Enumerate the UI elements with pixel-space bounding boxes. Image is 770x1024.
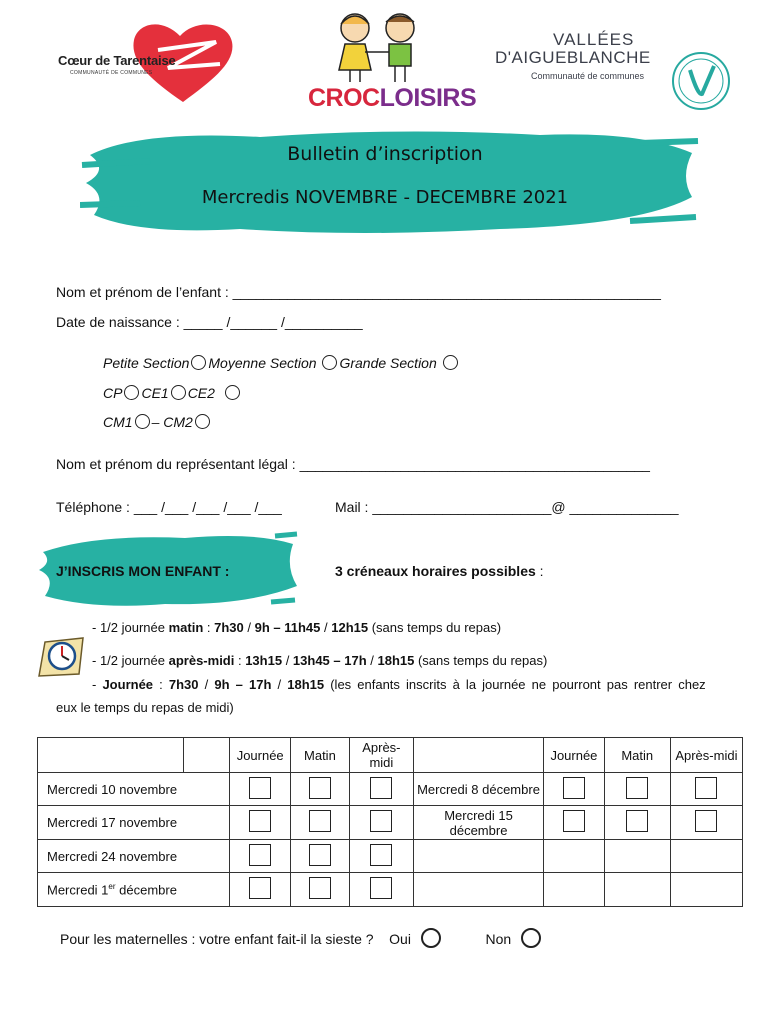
clock-icon <box>35 632 87 680</box>
header-apres-midi-left: Après-midi <box>349 738 413 773</box>
checkbox-24nov-matin[interactable] <box>309 844 331 866</box>
checkbox-15dec-journee[interactable] <box>563 810 585 832</box>
slot-text: : <box>153 677 169 692</box>
level-label: Grande Section <box>339 355 437 371</box>
row-label: Mercredi 24 novembre <box>38 840 230 873</box>
child-name-field[interactable]: Nom et prénom de l’enfant : _______________________________________________________ <box>56 284 661 300</box>
row-label: Mercredi 15 décembre <box>413 806 543 840</box>
table-cell <box>183 738 230 773</box>
oui-label: Oui <box>389 931 411 947</box>
level-label: Petite Section <box>103 355 190 371</box>
level-label: CP <box>103 385 123 401</box>
row-label: Mercredi 10 novembre <box>38 773 230 806</box>
slot-journee <box>92 677 706 692</box>
mail-field[interactable]: Mail : _______________________@ ______________ <box>335 499 679 515</box>
page-title: Bulletin d’inscription <box>287 143 483 165</box>
radio-sieste-oui[interactable] <box>421 928 441 948</box>
level-label: Moyenne Section <box>208 355 317 371</box>
table-cell <box>670 806 742 840</box>
kids-illustration-icon <box>305 8 450 86</box>
guardian-name-field[interactable]: Nom et prénom du représentant légal : _____________________________________________ <box>56 456 650 472</box>
table-cell <box>349 840 413 873</box>
checkbox-8dec-matin[interactable] <box>626 777 648 799</box>
table-cell <box>290 773 349 806</box>
row-label-part: décembre <box>115 882 177 898</box>
table-cell <box>544 840 605 873</box>
slot-text: Journée <box>102 677 154 692</box>
slot-text: 13h45 – 17h <box>292 653 367 668</box>
header-journee-left: Journée <box>230 738 291 773</box>
table-cell <box>413 873 543 907</box>
table-cell <box>544 806 605 840</box>
table-cell <box>544 873 605 907</box>
table-row <box>38 773 743 806</box>
levels-row-2 <box>103 385 242 401</box>
slot-matin <box>92 620 501 635</box>
registration-table <box>37 737 743 907</box>
non-label: Non <box>485 931 512 947</box>
slot-text: matin <box>168 620 204 635</box>
checkbox-17nov-apres-midi[interactable] <box>370 810 392 832</box>
level-label: CE2 <box>187 385 215 401</box>
table-cell <box>349 873 413 907</box>
sieste-question <box>60 928 543 948</box>
slot-text: 7h30 <box>168 677 199 692</box>
table-cell <box>670 773 742 806</box>
header-matin-right: Matin <box>604 738 670 773</box>
header-apres-midi-right: Après-midi <box>670 738 742 773</box>
radio-sieste-non[interactable] <box>521 928 541 948</box>
row-label-sup: er <box>108 881 116 891</box>
table-cell <box>230 773 291 806</box>
table-cell <box>38 738 184 773</box>
table-cell <box>230 806 291 840</box>
slot-text: (sans temps du repas) <box>414 653 548 668</box>
checkbox-10nov-journee[interactable] <box>249 777 271 799</box>
slot-text: 18h15 <box>377 653 415 668</box>
checkbox-17nov-matin[interactable] <box>309 810 331 832</box>
row-label <box>38 873 230 907</box>
checkbox-1dec-apres-midi[interactable] <box>370 877 392 899</box>
slot-text: / <box>282 653 293 668</box>
table-row <box>38 806 743 840</box>
radio-ce1[interactable] <box>171 385 186 400</box>
table-cell <box>290 840 349 873</box>
checkbox-24nov-journee[interactable] <box>249 844 271 866</box>
row-label-part: Mercredi 1 <box>47 882 109 898</box>
levels-row-1 <box>103 355 460 371</box>
checkbox-8dec-journee[interactable] <box>563 777 585 799</box>
logo-vd-line1: VALLÉES <box>553 30 635 49</box>
slot-text: / <box>320 620 332 635</box>
checkbox-24nov-apres-midi[interactable] <box>370 844 392 866</box>
table-cell <box>604 873 670 907</box>
section-title-inscris: J’INSCRIS MON ENFANT : <box>56 563 230 579</box>
slot-apres-midi <box>92 653 547 668</box>
radio-cp[interactable] <box>124 385 139 400</box>
slot-text: 9h – 11h45 <box>254 620 321 635</box>
level-label: CM1 <box>103 414 133 430</box>
header-matin-left: Matin <box>290 738 349 773</box>
logo-vd-line3: Communauté de communes <box>531 71 645 81</box>
radio-cm1[interactable] <box>135 414 150 429</box>
phone-field[interactable]: Téléphone : ___ /___ /___ /___ /___ <box>56 499 282 515</box>
header-journee-right: Journée <box>544 738 605 773</box>
radio-ce2[interactable] <box>225 385 240 400</box>
checkbox-10nov-matin[interactable] <box>309 777 331 799</box>
checkbox-10nov-apres-midi[interactable] <box>370 777 392 799</box>
table-cell <box>670 840 742 873</box>
logo-croc-word <box>308 84 476 113</box>
table-cell <box>670 873 742 907</box>
logo-vallees-aigueblanche <box>495 30 735 115</box>
slot-text: / <box>271 677 288 692</box>
table-cell <box>544 773 605 806</box>
slot-text: - 1/2 journée <box>92 653 169 668</box>
row-label: Mercredi 17 novembre <box>38 806 230 840</box>
slot-journee-cont: eux le temps du repas de midi) <box>56 700 234 715</box>
logo-crocloisirs <box>305 8 477 113</box>
creneaux-bold: 3 créneaux horaires possibles <box>335 563 536 579</box>
logo-sub-text: COMMUNAUTÉ DE COMMUNES <box>70 70 153 76</box>
birth-date-field[interactable]: Date de naissance : _____ /______ /__________ <box>56 314 363 330</box>
table-cell <box>349 806 413 840</box>
table-cell <box>604 806 670 840</box>
checkbox-15dec-apres-midi[interactable] <box>695 810 717 832</box>
slot-text: / <box>366 653 378 668</box>
logo-croc-part2: LOISIRS <box>379 84 477 112</box>
table-cell <box>413 738 543 773</box>
sieste-question-text: Pour les maternelles : votre enfant fait-il la sieste ? <box>60 931 374 947</box>
slot-text: (les enfants inscrits à la journée ne pourront pas rentrer chez <box>324 677 706 692</box>
checkbox-1dec-journee[interactable] <box>249 877 271 899</box>
checkbox-8dec-apres-midi[interactable] <box>695 777 717 799</box>
checkbox-17nov-journee[interactable] <box>249 810 271 832</box>
v-emblem-icon <box>670 50 732 112</box>
slot-text: : <box>234 653 246 668</box>
slot-text: / <box>198 677 215 692</box>
slot-text: (sans temps du repas) <box>368 620 502 635</box>
slot-text: / <box>243 620 255 635</box>
radio-petite-section[interactable] <box>191 355 206 370</box>
radio-grande-section[interactable] <box>443 355 458 370</box>
slot-text: - 1/2 journée <box>92 620 169 635</box>
table-cell <box>604 840 670 873</box>
table-header-row <box>38 738 743 773</box>
table-cell <box>604 773 670 806</box>
creneaux-tail: : <box>535 563 544 579</box>
slot-text: 18h15 <box>287 677 325 692</box>
slot-text: 12h15 <box>331 620 369 635</box>
levels-row-3 <box>103 414 212 430</box>
table-cell <box>230 873 291 907</box>
slot-text: 9h – 17h <box>214 677 272 692</box>
logo-vd-line2: D'AIGUEBLANCHE <box>495 48 651 67</box>
checkbox-15dec-matin[interactable] <box>626 810 648 832</box>
checkbox-1dec-matin[interactable] <box>309 877 331 899</box>
logo-croc-part1: CROC <box>308 84 380 112</box>
level-label: – CM2 <box>151 414 193 430</box>
row-label: Mercredi 8 décembre <box>413 773 543 806</box>
table-row <box>38 873 743 907</box>
slot-text: 13h15 <box>245 653 283 668</box>
radio-cm2[interactable] <box>195 414 210 429</box>
slot-text: - <box>92 677 103 692</box>
table-cell <box>413 840 543 873</box>
logo-coeur-de-tarentaise <box>58 20 238 105</box>
slot-text: après-midi <box>168 653 235 668</box>
table-row <box>38 840 743 873</box>
table-cell <box>349 773 413 806</box>
page-subtitle: Mercredis NOVEMBRE - DECEMBRE 2021 <box>201 187 569 208</box>
table-cell <box>230 840 291 873</box>
section-creneaux <box>335 563 544 579</box>
table-cell <box>290 873 349 907</box>
level-label: CE1 <box>141 385 169 401</box>
slot-text: 7h30 <box>214 620 244 635</box>
slot-text: : <box>203 620 215 635</box>
table-cell <box>290 806 349 840</box>
radio-moyenne-section[interactable] <box>322 355 337 370</box>
logo-brand-text: Cœur de Tarentaise <box>58 53 176 68</box>
